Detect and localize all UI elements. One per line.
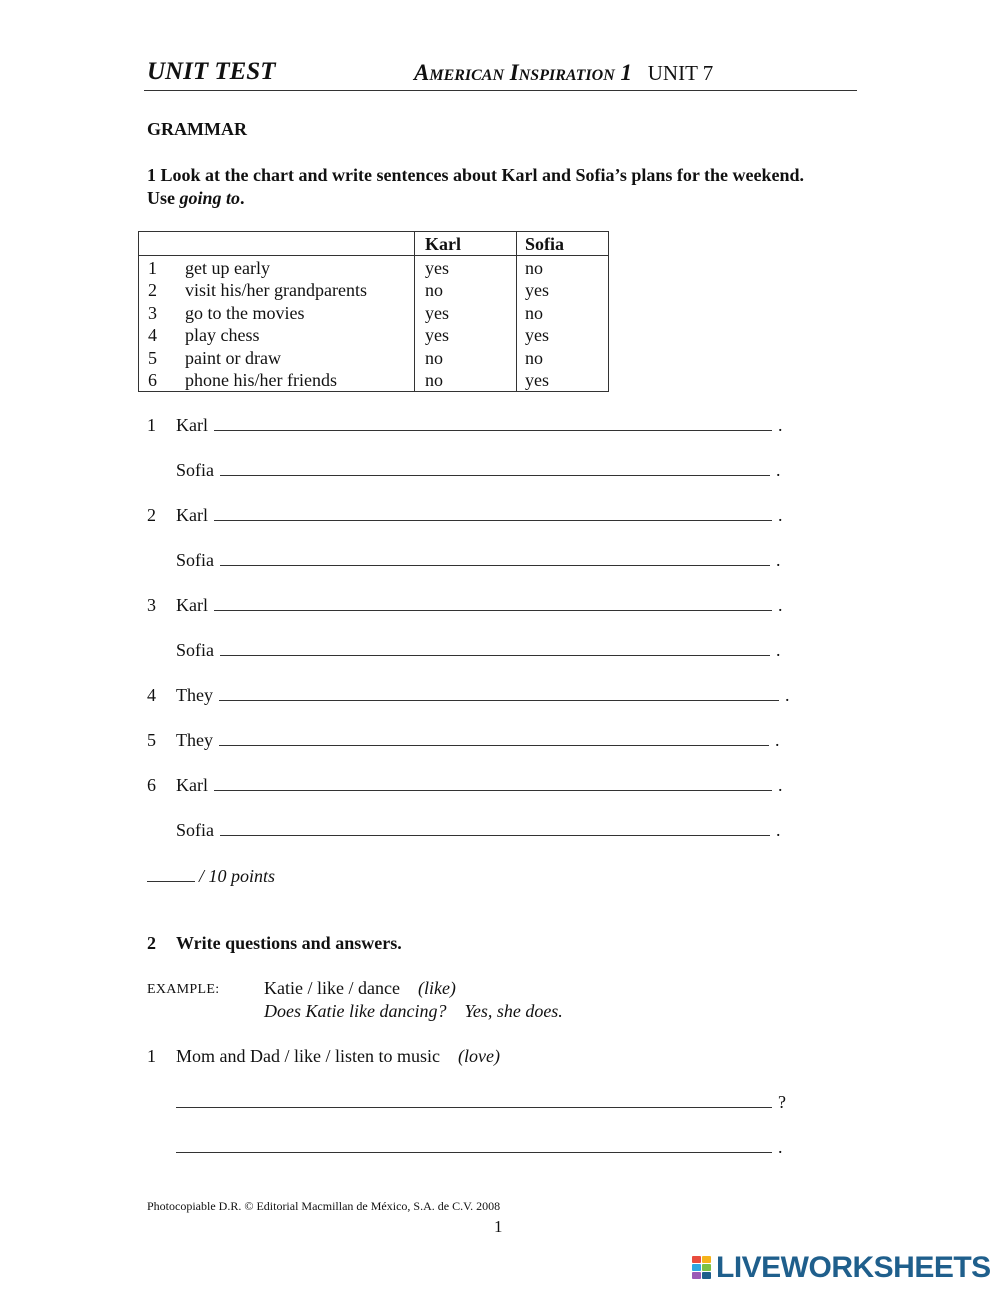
question-1-question-line: ? xyxy=(176,1091,786,1113)
answer-line-number: 3 xyxy=(147,595,156,615)
chart-row-sofia: yes xyxy=(517,279,609,302)
chart-row-activity: play chess xyxy=(185,325,260,345)
answer-line-number: 2 xyxy=(147,505,156,525)
answer-line-end: . xyxy=(774,730,780,750)
answer-line-subject: They xyxy=(176,685,213,705)
question-1-question-blank[interactable] xyxy=(176,1091,772,1108)
chart-row-number: 5 xyxy=(148,347,157,368)
answer-line xyxy=(147,774,782,796)
answer-line-subject: Sofia xyxy=(176,460,214,480)
liveworksheets-brand[interactable] xyxy=(692,1252,991,1284)
chart-row-activity: go to the movies xyxy=(185,302,305,323)
chart-row-number: 1 xyxy=(148,257,157,278)
chart-row-karl: yes xyxy=(415,324,517,347)
liveworksheets-logo-icon xyxy=(692,1256,712,1280)
answer-line-end: . xyxy=(777,775,783,795)
answer-line xyxy=(147,504,782,526)
answer-line-end: . xyxy=(776,460,781,480)
section-title: GRAMMAR xyxy=(147,119,247,139)
score-blank[interactable] xyxy=(147,867,195,882)
unit-label: UNIT 7 xyxy=(647,61,714,85)
answer-line xyxy=(147,819,781,841)
points-score: / 10 points xyxy=(147,866,275,887)
chart-row-activity: visit his/her grandparents xyxy=(185,280,367,300)
answer-line xyxy=(147,684,789,706)
chart-row-number: 6 xyxy=(148,370,157,390)
liveworksheets-wordmark: LIVEWORKSHEETS xyxy=(716,1251,991,1284)
answer-line-end: . xyxy=(776,820,781,840)
answer-line-end: . xyxy=(777,505,783,525)
answer-blank[interactable] xyxy=(219,684,779,701)
answer-line-subject: Karl xyxy=(176,775,208,795)
chart-row-number: 2 xyxy=(148,280,157,300)
chart-row-sofia: yes xyxy=(517,369,609,392)
chart-row-karl: no xyxy=(415,346,517,369)
answer-blank[interactable] xyxy=(214,774,772,791)
answer-line xyxy=(147,729,779,751)
chart-header-row xyxy=(139,232,609,256)
exercise1-instruction: 1 Look at the chart and write sentences about Karl and Sofia’s plans for the weekend. Use going to. xyxy=(147,165,805,208)
answer-blank[interactable] xyxy=(220,459,770,476)
answer-line-number: 6 xyxy=(147,775,156,795)
chart-row xyxy=(139,346,609,369)
example-answer: Does Katie like dancing? Yes, she does. xyxy=(264,1001,563,1021)
page-number: 1 xyxy=(494,1217,503,1236)
chart-header-sofia: Sofia xyxy=(517,232,609,256)
answer-line-subject: They xyxy=(176,730,213,750)
answer-blank[interactable] xyxy=(220,549,770,566)
answer-line-subject: Sofia xyxy=(176,550,214,570)
answer-blank[interactable] xyxy=(219,729,769,746)
answer-line xyxy=(147,594,782,616)
plans-chart xyxy=(138,231,609,392)
copyright-footer: Photocopiable D.R. © Editorial Macmillan de México, S.A. de C.V. 2008 xyxy=(147,1199,501,1213)
answer-line-subject: Karl xyxy=(176,595,208,615)
unit-test-heading: UNIT TEST xyxy=(147,58,276,85)
chart-row-karl: no xyxy=(415,279,517,302)
question-1-answer-blank[interactable] xyxy=(176,1136,772,1153)
chart-row-karl: yes xyxy=(415,301,517,324)
chart-row-activity: phone his/her friends xyxy=(185,370,337,390)
answer-blank[interactable] xyxy=(220,639,770,656)
answer-blank[interactable] xyxy=(214,504,772,521)
series-title: American Inspiration 1 xyxy=(414,60,633,85)
answer-line-end: . xyxy=(776,550,781,570)
answer-line-end: . xyxy=(776,640,781,660)
answer-blank[interactable] xyxy=(220,819,770,836)
question-1-answer-line: . xyxy=(176,1136,783,1158)
example-prompt: Katie / like / dance (like) xyxy=(264,978,456,998)
book-title xyxy=(414,60,713,86)
chart-row-karl: yes xyxy=(415,256,517,279)
chart-row xyxy=(139,279,609,302)
answer-line xyxy=(147,639,781,661)
chart-row xyxy=(139,369,609,392)
answer-line-end: . xyxy=(784,685,790,705)
answer-line-end: . xyxy=(777,415,783,435)
answer-line-end: . xyxy=(777,595,783,615)
answer-line-subject: Sofia xyxy=(176,820,214,840)
answer-line-subject: Sofia xyxy=(176,640,214,660)
chart-row-activity: get up early xyxy=(185,257,270,278)
header-rule xyxy=(144,90,857,91)
chart-row xyxy=(139,256,609,279)
exercise2-title: 2 Write questions and answers. xyxy=(147,933,402,953)
question-1-prompt: 1 Mom and Dad / like / listen to music (love) xyxy=(147,1046,500,1066)
answer-line xyxy=(147,459,781,481)
answer-line xyxy=(147,549,781,571)
answer-line-number: 1 xyxy=(147,415,156,435)
answer-line-number: 4 xyxy=(147,685,156,705)
chart-row-sofia: no xyxy=(517,346,609,369)
chart-row-karl: no xyxy=(415,369,517,392)
chart-row-activity: paint or draw xyxy=(185,347,281,368)
answer-line-subject: Karl xyxy=(176,505,208,525)
answer-line xyxy=(147,414,782,436)
chart-row-sofia: yes xyxy=(517,324,609,347)
chart-header-karl: Karl xyxy=(415,232,517,256)
chart-row-sofia: no xyxy=(517,256,609,279)
answer-blank[interactable] xyxy=(214,414,772,431)
chart-row xyxy=(139,324,609,347)
chart-row-number: 3 xyxy=(148,302,157,323)
chart-row-sofia: no xyxy=(517,301,609,324)
answer-blank[interactable] xyxy=(214,594,772,611)
chart-row-number: 4 xyxy=(148,325,157,345)
answer-line-subject: Karl xyxy=(176,415,208,435)
chart-row xyxy=(139,301,609,324)
answer-line-number: 5 xyxy=(147,730,156,750)
example-label: EXAMPLE: xyxy=(147,982,220,997)
